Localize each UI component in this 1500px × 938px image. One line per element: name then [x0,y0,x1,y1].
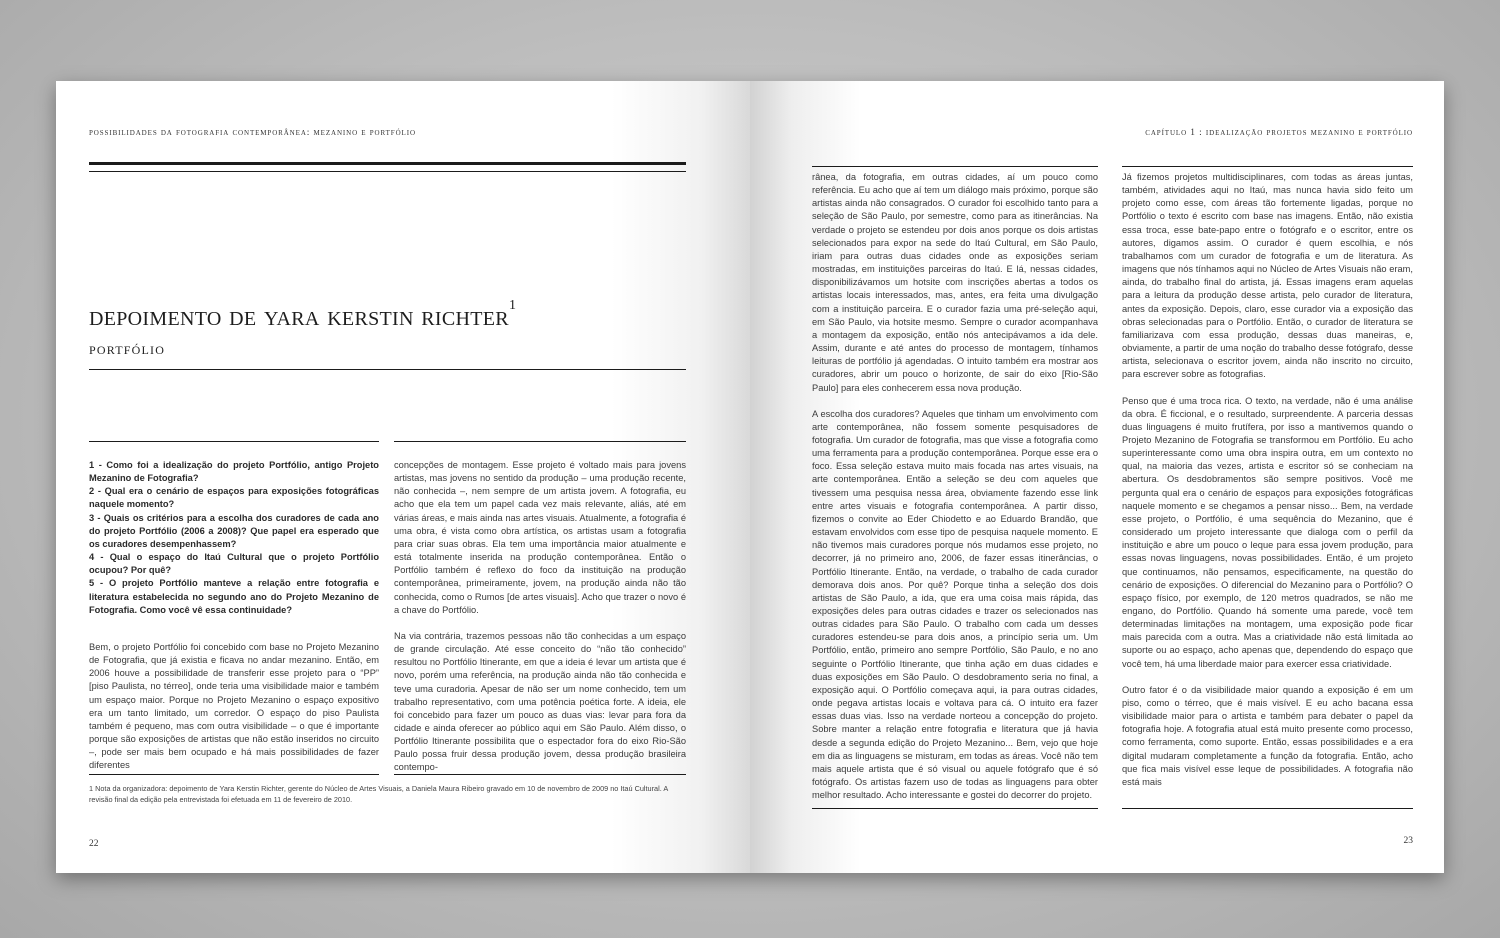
question-item: 1 - Como foi a idealização do projeto Portfólio, antigo Projeto Mezanino de Fotografia? [89,460,379,484]
footnote: 1 Nota da organizadora: depoimento de Yara Kerstin Richter, gerente do Núcleo de Artes Visuais, a Daniela Maura Ribeiro gravado em 10 de novembro de 2009 no Itaú Cultural. A revisão final da edição pela entrevistada foi efetuada em 11 de fevereiro de 2010. [89,784,668,804]
right-col1-top-rule [812,166,1098,167]
question-item: 2 - Qual era o cenário de espaços para exposições fotográficas naquele momento? [89,486,379,510]
right-col2-bottom-rule [1122,808,1413,809]
right-running-head: capítulo 1 : idealização projetos mezanino e portfólio [1145,128,1413,138]
left-col1-body [89,641,379,773]
header-thick-rule [89,162,686,165]
article-title [89,300,516,333]
col1-top-rule [89,441,379,442]
right-page [750,81,1444,873]
right-col2-top-rule [1122,166,1413,167]
page-number-right: 23 [1403,836,1413,846]
article-subtitle: portfólio [89,339,166,358]
body-paragraph: Penso que é uma troca rica. O texto, na verdade, não é uma análise da obra. É ficcional, e o resultado, surpreendente. A parceria dessas duas linguagens é muito frutífera, por isso a mantivemos quando o Projeto Mezanino de Fotografia se transformou em Portfólio. Eu acho superinteressante como uma obra inspira outra, em um contexto no qual, na maioria das vezes, artista e escritor só se conheciam na abertura. Os desdobramentos são sempre positivos. Você me perguntа qual era o cenário de espaços para exposições fotográficas naquele momento e se chegamos a pensar nisso... Bem, na verdade esse projeto, o Portfólio, é uma sequência do Mezanino, que é considerado um projeto interessante que dialoga com o perfil da instituição e abre um pouco o leque para essa jovem produção, para essas novas linguagens, novas possibilidades. Então, é um projeto que continuamos, não pensamos, especificamente, na questão do cenário de exposições. O diferencial do Mezanino para o Portfólio? O espaço físico, por exemplo, de 120 metros quadrados, se não me engano, do Portfólio. Quando há somente uma parede, você tem determinadas limitações na montagem, uma exposição pode ficar mais parecida com a outra. Mas a criatividade não está limitada ao suporte ou ao espaço, acho apenas que, dependendo do espaço que você tem, há uma liberdade maior para exercer essa criatividade. [1122,395,1413,669]
interview-questions [89,459,379,627]
page-number-left: 22 [89,839,99,849]
left-running-head: possibilidades da fotografia contemporânea: mezanino e portfólio [89,128,416,138]
question-item: 3 - Quais os critérios para a escolha dos curadores de cada ano do projeto Portfólio (2006 a 2008)? Que papel era esperado que os curadores desempenhassem? [89,512,379,549]
title-bottom-rule [89,369,686,370]
title-footnote-mark: 1 [508,298,517,313]
body-paragraph: A escolha dos curadores? Aqueles que tinham um envolvimento com arte contemporânea, não fossem somente pesquisadores de fotografia. Um curador de fotografia, mas que visse a fotografia como uma ferramenta para a produção contemporânea. Porque esse era o foco. Essa seleção estava muito mais focada nas artes visuais, na arte contemporânea. Então a seleção se deu com aqueles que tivessem uma pesquisa nessa área, obviamente fazendo esse link entre artes visuais e fotografia contemporânea. A partir disso, fizemos o convite ao Eder Chiodetto e ao Eduardo Brandão, que estavam envolvidos com esse tipo de pesquisa naquele momento. E não tivemos mais curadores porque nós mudamos esse projeto, no decorrer, já no primeiro ano, 2006, de fazer essas itinerâncias, o Portfólio Itinerante. Então, na verdade, o trabalho de cada curador demorava dois anos. Por quê? Porque tinha a seleção dos dois artistas de São Paulo, a ida, que era uma coisa mais rápida, das exposições deles para outras cidades e trazer os selecionados nas outras cidades para São Paulo. O trabalho com cada um desses curadores estendeu-se para dois anos, a princípio seria um. Um Portfólio, então, primeiro ano sempre Portfólio, São Paulo, e no ano seguinte o Portfólio Itinerante, que tinha ação em duas cidades e duas exposições em São Paulo. O desdobramento seria no final, a exposição aqui. O Portfólio começava aqui, ia para outras cidades, onde pegava artistas locais e voltava para cá. O intuito era fazer essas duas vias. Isso na verdade norteou a concepção do projeto. Sobre manter a relação entre fotografia e literatura que já havia desde a segunda edição do Projeto Mezanino... Bem, vejo que hoje em dia as linguagens se misturam, em todas as áreas. Você não tem mais aquele artista que é só visual ou aquele fotógrafo que é só fotógrafo. Os artistas fazem uso de todas as linguagens para obter melhor resultado. Acho interessante e gostei do decorrer do projeto. [812,408,1098,801]
book-spread [56,81,1444,873]
right-col1-body [812,171,1098,801]
col2-bottom-rule [394,774,686,775]
question-item: 4 - Qual o espaço do Itaú Cultural que o projeto Portfólio ocupou? Por quê? [89,552,379,576]
header-thin-rule [89,171,686,172]
body-paragraph: Na via contrária, trazemos pessoas não tão conhecidas a um espaço de grande circulação. Até esse conceito do “não tão conhecido” resultou no Portfólio Itinerante, em que a ideia é levar um artista que é novo, porém uma referência, na produção ainda não tão conhecida e teve uma curadoria. Apesar de não ser um nome conhecido, tem um trabalho representativo, com uma potência poética forte. A ideia, ele foi concebido para fazer um pouco as duas vias: levar para fora da cidade e ainda oferecer ao público aqui em São Paulo. Além disso, o Portfólio Itinerante possibilita que o espectador fora do eixo Rio-São Paulo possa fruir dessa produção jovem, dessa produção brasileira contempo- [394,630,686,773]
article-title-text: depoimento de yara kerstin richter [89,300,509,332]
body-paragraph: concepções de montagem. Esse projeto é voltado mais para jovens artistas, mas jovens no sentido da produção – uma produção recente, não conhecida –, nem sempre de um artista jovem. A fotografia, eu acho que ela tem um papel cada vez mais relevante, aliás, até em várias áreas, e mais ainda nas artes visuais. Atualmente, a fotografia é uma obra, é vista como obra artística, os artistas usam a fotografia para criar suas obras. Ela tem uma importância maior atualmente e está totalmente inserida na produção contemporânea. Então o Portfólio também é reflexo do foco da instituição na produção contemporânea, primeiramente, jovem, na produção ainda não tão conhecida, como o Rumos [de artes visuais]. Acho que trazer o novo é a chave do Portfólio. [394,460,686,615]
body-paragraph: Já fizemos projetos multidisciplinares, com todas as áreas juntas, também, atividades aqui no Itaú, mas nunca havia sido feito um projeto como esse, com áreas tão fortemente ligadas, porque no Portfólio o texto é escrito com base nas imagens. Então, não existia essa troca, esse bate-papo entre o fotógrafo e o escritor, entre os autores, digamos assim. O curador é quem escolhia, e nós trabalhamos com um curador de fotografia e um de literatura. As imagens que nós tínhamos aqui no Núcleo de Artes Visuais não eram, ainda, do trabalho final do artista, já. Essas imagens eram aquelas para a leitura da produção desse artista, pelo curador de literatura, antes da exposição. Depois, claro, esse curador via a exposição das obras selecionadas para o Portfólio. Então, o curador de literatura se familiarizava com essa produção, dessas duas maneiras, e, obviamente, a partir de uma noção do trabalho desse fotógrafo, desse artista, selecionava o escritor jovem, ainda não inscrito no circuito, para escrever sobre as fotografias. [1122,172,1413,380]
col2-top-rule [394,441,686,442]
question-item: 5 - O projeto Portfólio manteve a relação entre fotografia e literatura estabelecida no segundo ano do Projeto Mezanino de Fotografia. Como você vê essa continuidade? [89,578,379,615]
col1-bottom-rule [89,774,379,775]
left-page [56,81,750,873]
body-paragraph: Outro fator é o da visibilidade maior quando a exposição é em um piso, como o térreo, que é mais visível. E eu acho bacana essa visibilidade maior para o artista e também para debater o papel da fotografia hoje. A fotografia atual está muito presente como processo, como ferramenta, como suporte. Então, essas possibilidades e a era digital mudaram completamente a função da fotografia. Então, acho que fica mais visível esse leque de possibilidades. A fotografia não está mais [1122,684,1413,787]
body-paragraph: Bem, o projeto Portfólio foi concebido com base no Projeto Mezanino de Fotografia, que já existia e ficava no andar mezanino. Então, em 2006 houve a possibilidade de transferir esse projeto para o “PP” [piso Paulista, no térreo], onde teria uma visibilidade maior e também um espaço maior. Porque no Projeto Mezanino o espaço expositivo era um tanto limitado, um corredor. O espaço do piso Paulista também é pequeno, mas com outra visibilidade – o que é importante porque são exposições de artistas que não estão inseridos no circuito –, pode ser mais bem ocupado e há mais possibilidades de fazer diferentes [89,642,379,771]
left-col2-body [394,459,686,773]
body-paragraph: rânea, da fotografia, em outras cidades, aí um pouco como referência. Eu acho que aí tem um diálogo mais próximo, porque são artistas ainda não consagrados. O curador foi escolhido tanto para a seleção de São Paulo, por semestre, como para as itinerâncias. Na verdade o projeto se estendeu por dois anos porque os dois artistas selecionados para expor na sede do Itaú Cultural, em São Paulo, iriam para outras duas cidades onde as exposições seriam mostradas, em instituições parceiras do Itaú. E lá, nessas cidades, disponibilizávamos um hotsite com inscrições abertas a todos os artistas locais interessados, mas, antes, era feita uma divulgação com a instituição parceira. E o curador fazia uma pré-seleção aqui, em São Paulo, via hotsite mesmo. Sempre o curador acompanhava a montagem da exposição, então nós antecipávamos a ida dele. Assim, durante e até antes do processo de montagem, tínhamos leituras de portfólio já agendadas. O intuito também era mostrar aos curadores, abrir um pouco o horizonte, de sair do eixo [Rio-São Paulo] para eles conhecerem essa nova produção. [812,172,1098,393]
right-col1-bottom-rule [812,808,1098,809]
right-col2-body [1122,171,1413,801]
